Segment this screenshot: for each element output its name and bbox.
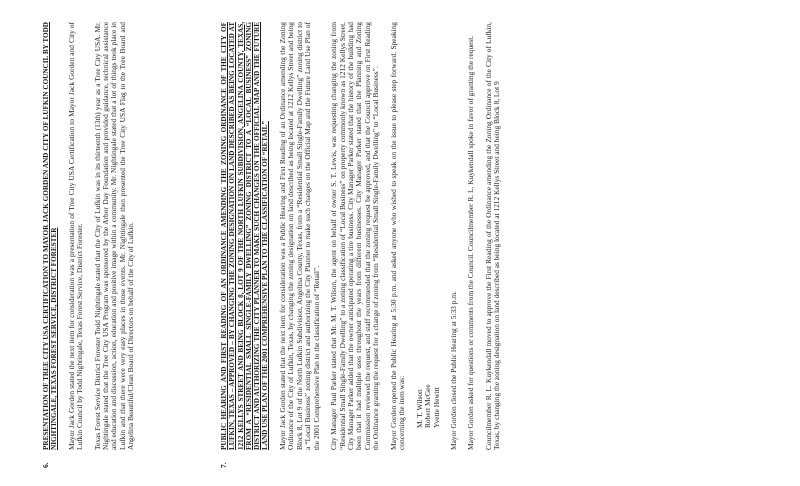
paragraph: Mayor Gorden closed the Public Hearing at 5:33 p.m. — [449, 291, 459, 450]
speaker-name: Yvette Hewitt — [431, 387, 441, 428]
paragraph: Councilmember R. L. Kuykendall moved to approve the First Reading of the Ordinance amending the Zoning Ordinance of the City of Lufkin, Texas, by changing the zoning designation on land described as being located at 1212 Kellys Street and being Block 8, Lot 9 — [483, 22, 502, 450]
paragraph: Mayor Jack Gorden stated that the next item for consideration was a Public Hearing and First Reading of an Ordinance amending the Zoning Ordinance of the City of Lufkin, Texas, by changing the zoning designation on land described as being located at 1212 Kellys Street and being Block 8, Lot 9 of the North Lufkin Subdivision, Angelina County, Texas, from a “Residential Small Single-Family Dwelling” zoning district to a “Local Business” zoning district and authorizing the City Planner to make such changes on the Official Map and the Future Land Use Plan of the 2001 Comprehensive Plan to the classification of “Retail”. — [277, 22, 321, 450]
paragraph: Texas Forest Service District Forester Todd Nightingale stated that the City of Lufkin was in its thirteenth (13th) year as a Tree City USA. Mr. Nightingale stated that the Tree City USA Program was sponsored by the Arbor Day Foundation and provided guidance, technical assistance and education and discussion, action, education and positive image within a community. Mr. Nightingale stated that a lot of things took place in Lufkin and that there were very easy places in those events. Mr. Nightingale then presented the Tree City USA Flag to the Tree Board and Angelina Beautiful/Clean Board of Directors on behalf of the City of Lufkin. — [92, 22, 136, 450]
item-number: 7. — [219, 462, 228, 468]
agenda-item-6 — [42, 22, 136, 468]
item-heading: PUBLIC HEARING AND FIRST READING OF AN ORDINANCE AMENDING THE ZONING ORDINANCE OF THE CITY OF LUFKIN, TEXAS – APPROVED – BY CHANGING THE ZONING DESIGNATION ON LAND DESCRIBED AS BEING LOCATED AT 1212 KELLYS STREET AND BEING BLOCK 8, LOT 9 OF THE NORTH LUFKIN SUBDIVISION, ANGELINA COUNTY, TEXAS, FROM A “RESIDENTIAL SMALL SINGLE-FAMILY DWELLING” ZONING DISTRICT TO A “LOCAL BUSINESS” ZONING DISTRICT AND AUTHORIZING THE CITY PLANNER TO MAKE SUCH CHANGES ON THE OFFICIAL MAP AND THE FUTURE LAND USE PLAN OF THE 2001 COMPREHENSIVE PLAN TO THE CLASSIFICATION OF “RETAIL” — [220, 22, 270, 450]
paragraph: City Manager Paul Parker stated that Mr. M. T. Wilson, the agent on behalf of owner S. T. Lewis, was requesting changing the zoning from “Residential Small Single-Family Dwelling” to a zoning classification of “Local Business” on property commonly known as 1212 Kellys Street. City Manager Parker added that the owner anticipated operating a tire business. City Manager Parker stated that the history of the building had been that it had multiple uses throughout the years from different businesses. City Manager Parker stated that the Planning and Zoning Commission reviewed the request, and staff recommended that the zoning request be approved, and that the Council approve on First Reading the Ordinance granting the request for a change of zoning from “Residential Small Single-Family Dwelling” to “Local Business”. — [329, 22, 381, 450]
paragraph: Mayor Jack Gorden stated the next item for consideration was a presentation of Tree City USA Certification to Mayor Jack Gorden and City of Lufkin Council by Todd Nightingale, Texas Forest Service, District Forester. — [66, 22, 85, 450]
speaker-name: M. T. Wilson — [414, 389, 424, 428]
agenda-item-7 — [220, 22, 502, 468]
item-heading: PRESENTATION OF TREE CITY USA CERTIFICATION TO MAYOR JACK GORDEN AND CITY OF LUFKIN COUNCIL BY TODD NIGHTINGALE, TEXAS FOREST SERVICE, DISTRICT FORESTER — [42, 22, 59, 450]
speaker-list — [416, 22, 441, 428]
item-number: 6. — [41, 462, 50, 468]
speaker-name: Robert McGee — [423, 384, 433, 428]
rotated-text-sheet — [42, 22, 800, 468]
paragraph: Mayor Gorden asked for questions or comments from the Council. Councilmember R. L. Kuykendall spoke in favor of granting the request. — [466, 35, 476, 450]
paragraph: Mayor Gorden opened the Public Hearing at 5:30 p.m. and asked anyone who wished to speak on the issue to please step forward. Speaking concerning the item was: — [388, 22, 407, 450]
